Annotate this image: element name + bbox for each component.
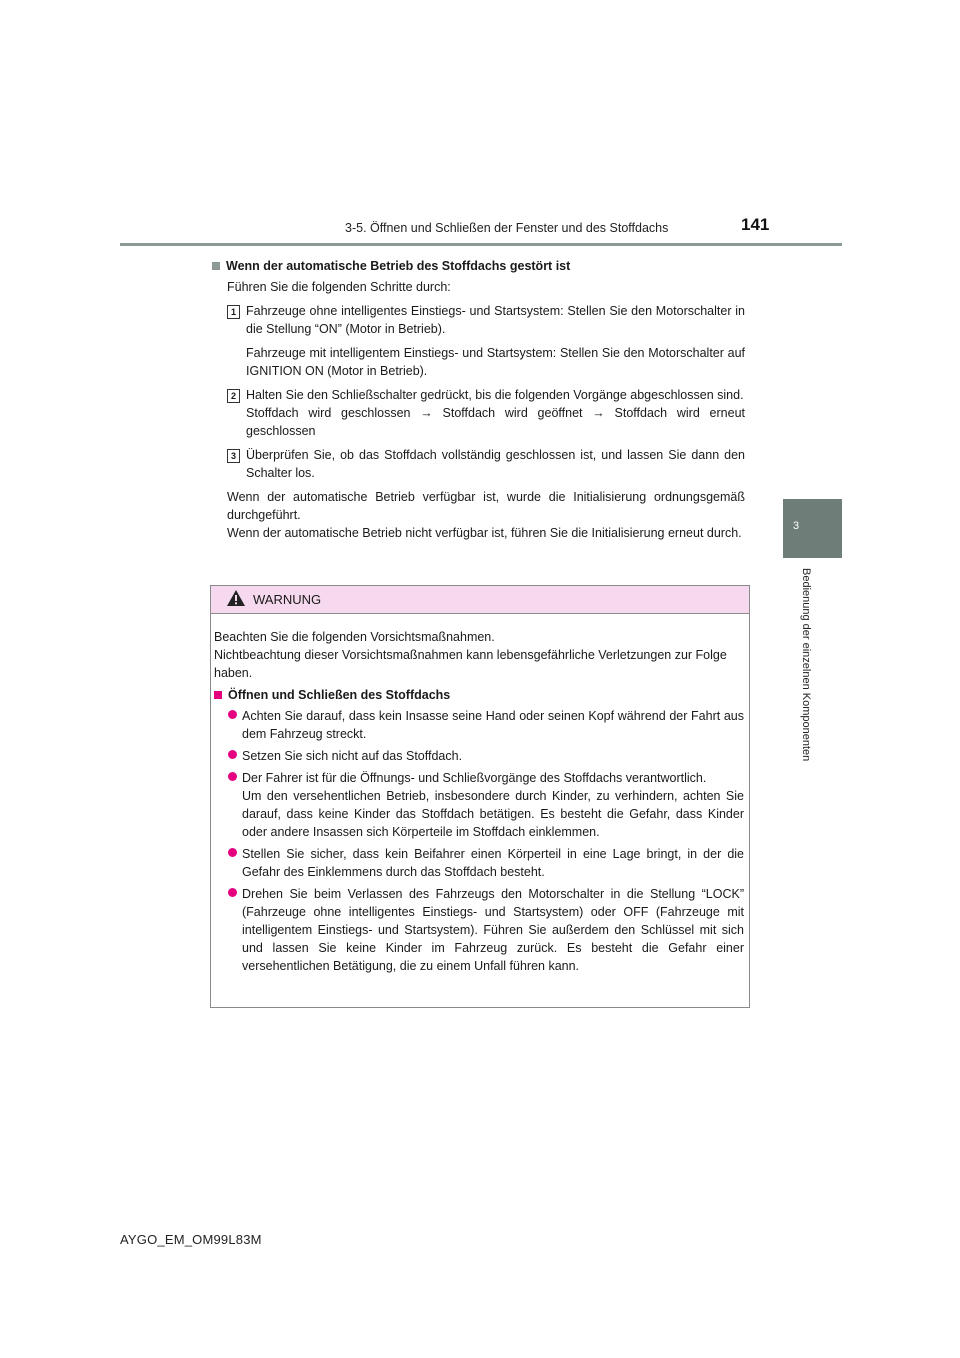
warning-body — [211, 614, 749, 975]
warning-item-text: Der Fahrer ist für die Öffnungs- und Schließvorgänge des Stoffdachs verantwortlich. — [242, 771, 707, 785]
bullet-dot-icon — [228, 750, 237, 759]
warning-intro: Nichtbeachtung dieser Vorsichtsmaßnahmen kann lebensgefährliche Verletzungen zur Folge haben. — [214, 648, 727, 680]
warning-intro: Beachten Sie die folgenden Vorsichtsmaßnahmen. — [214, 630, 495, 644]
step-number-box: 2 — [227, 389, 240, 403]
footer-code: AYGO_EM_OM99L83M — [120, 1232, 262, 1247]
section-outro: Wenn der automatische Betrieb nicht verfügbar ist, führen Sie die Initialisierung erneut durch. — [227, 526, 742, 540]
step-number-box: 3 — [227, 449, 240, 463]
main-content — [212, 257, 745, 542]
step-1 — [212, 302, 745, 380]
bullet-dot-icon — [228, 710, 237, 719]
warning-item — [214, 707, 745, 743]
warning-item-text: Setzen Sie sich nicht auf das Stoffdach. — [242, 749, 463, 763]
header-title: 3-5. Öffnen und Schließen der Fenster und des Stoffdachs — [345, 221, 669, 235]
step-text: Stoffdach wird geschlossen → Stoffdach wird geöffnet → Stoffdach wird erneut geschlossen — [246, 406, 745, 438]
chapter-tab — [783, 499, 842, 558]
step-text: Fahrzeuge mit intelligentem Einstiegs- und Startsystem: Stellen Sie den Motorschalter auf IGNITION ON (Motor in Betrieb). — [246, 346, 745, 378]
warning-item — [214, 769, 745, 841]
header-rule — [120, 243, 842, 246]
step-text: Überprüfen Sie, ob das Stoffdach vollständig geschlossen ist, und lassen Sie dann den Schalter los. — [246, 448, 745, 480]
warning-subheading-text: Öffnen und Schließen des Stoffdachs — [228, 688, 451, 702]
warning-item — [214, 885, 745, 975]
section-heading — [212, 257, 745, 275]
bullet-dot-icon — [228, 888, 237, 897]
warning-triangle-icon — [226, 589, 246, 610]
warning-header — [211, 586, 749, 614]
warning-subheading — [214, 686, 745, 704]
square-bullet-icon — [214, 691, 222, 699]
section-heading-text: Wenn der automatische Betrieb des Stoffdachs gestört ist — [226, 259, 571, 273]
chapter-number: 3 — [793, 520, 800, 532]
warning-item — [214, 845, 745, 881]
step-3 — [212, 446, 745, 482]
step-number-box: 1 — [227, 305, 240, 319]
page-number: 141 — [741, 215, 770, 234]
square-bullet-icon — [212, 262, 220, 270]
bullet-dot-icon — [228, 772, 237, 781]
warning-item-text: Um den versehentlichen Betrieb, insbesondere durch Kinder, zu verhindern, achten Sie darauf, dass keine Kinder das Stoffdach betätigen. Es besteht die Gefahr, dass Kinder oder andere Insassen sich Körperteile im Stoffdach einklemmen. — [242, 789, 744, 839]
warning-item-text: Achten Sie darauf, dass kein Insasse seine Hand oder seinen Kopf während der Fahrt aus dem Fahrzeug streckt. — [242, 709, 744, 741]
warning-item-text: Stellen Sie sicher, dass kein Beifahrer einen Körperteil in eine Lage bringt, in der die Gefahr des Einklemmens durch das Stoffdach besteht. — [242, 847, 744, 879]
section-outro: Wenn der automatische Betrieb verfügbar ist, wurde die Initialisierung ordnungsgemäß durchgeführt. — [227, 490, 745, 522]
bullet-dot-icon — [228, 848, 237, 857]
section-intro: Führen Sie die folgenden Schritte durch: — [227, 280, 451, 294]
chapter-label: Bedienung der einzelnen Komponenten — [800, 568, 812, 762]
warning-item — [214, 747, 745, 765]
warning-item-text: Drehen Sie beim Verlassen des Fahrzeugs den Motorschalter in die Stellung “LOCK” (Fahrzeuge ohne intelligentes Einstiegs- und Startsystem) oder OFF (Fahrzeuge mit intelligentem Einstiegs- und Startsystem). Führen Sie außerdem den Schlüssel mit sich und lassen Sie keine Kinder im Fahrzeug zurück. Es besteht die Gefahr einer versehentlichen Betätigung, die zu einem Unfall führen kann. — [242, 887, 744, 973]
step-text: Halten Sie den Schließschalter gedrückt, bis die folgenden Vorgänge abgeschlossen sind. — [246, 388, 744, 402]
step-2 — [212, 386, 745, 440]
warning-box — [210, 585, 750, 1008]
step-text: Fahrzeuge ohne intelligentes Einstiegs- und Startsystem: Stellen Sie den Motorschalter in die Stellung “ON” (Motor in Betrieb). — [246, 304, 745, 336]
warning-title: WARNUNG — [253, 592, 322, 607]
